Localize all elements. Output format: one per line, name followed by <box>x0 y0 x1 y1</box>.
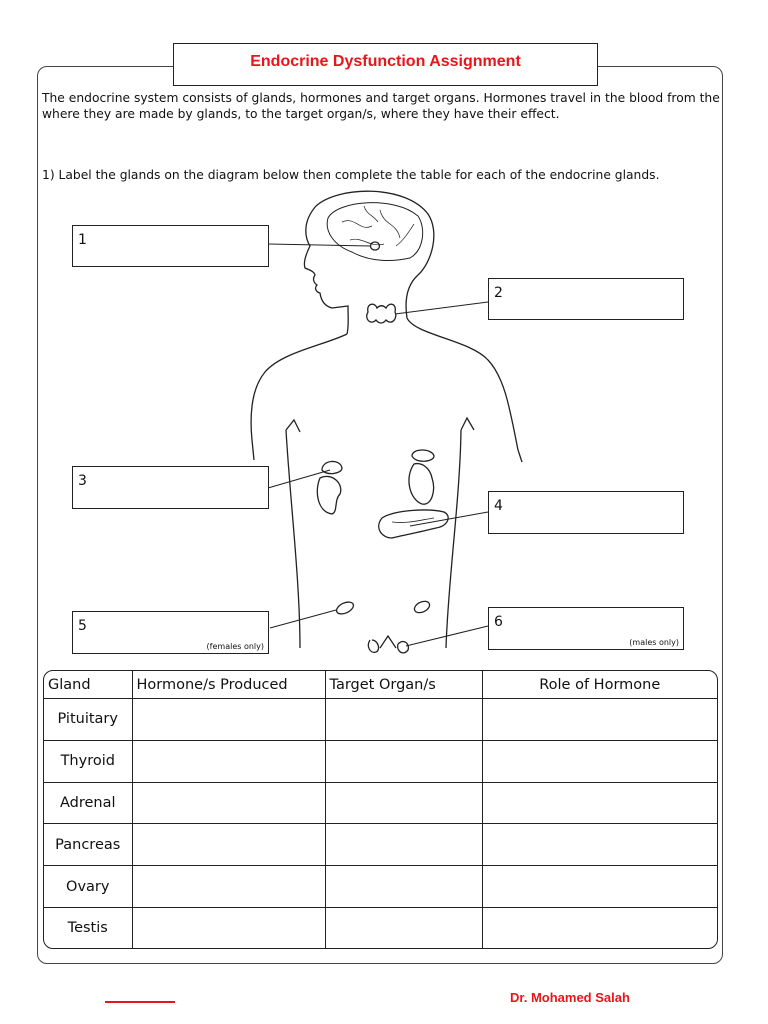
label-box-2[interactable] <box>488 278 684 320</box>
label-number: 2 <box>494 285 503 301</box>
page-title: Endocrine Dysfunction Assignment <box>250 53 521 70</box>
gland-name: Thyroid <box>44 740 132 782</box>
header-gland: Gland <box>44 671 132 699</box>
header-hormones: Hormone/s Produced <box>132 671 325 699</box>
pancreas-icon <box>379 510 448 538</box>
label-box-4[interactable] <box>488 491 684 534</box>
label-number: 6 <box>494 614 503 630</box>
brain-icon <box>327 203 423 261</box>
label-note: (females only) <box>206 642 264 651</box>
right-ovary-icon <box>413 599 432 615</box>
gland-name: Pancreas <box>44 824 132 866</box>
intro-text: The endocrine system consists of glands, hormones and target organs. Hormones travel in the blood from the where they are made by glands, to the target organ/s, where they have their effect. <box>42 91 720 121</box>
gland-name: Adrenal <box>44 782 132 824</box>
author-name: Dr. Mohamed Salah <box>510 990 630 1005</box>
title-box <box>173 43 598 86</box>
question-text: 1) Label the glands on the diagram below then complete the table for each of the endocrine glands. <box>42 168 660 182</box>
gland-name: Testis <box>44 907 132 948</box>
head-outline <box>304 191 433 334</box>
right-kidney-icon <box>409 464 434 505</box>
label-number: 1 <box>78 232 87 248</box>
header-target-organs: Target Organ/s <box>325 671 482 699</box>
label-box-3[interactable] <box>72 466 269 509</box>
gland-name: Pituitary <box>44 699 132 741</box>
label-number: 5 <box>78 618 87 634</box>
label-box-5[interactable] <box>72 611 269 654</box>
left-ovary-icon <box>335 600 356 617</box>
thyroid-icon <box>367 304 396 323</box>
label-note: (males only) <box>629 638 679 647</box>
header-role: Role of Hormone <box>482 671 717 699</box>
torso-outline <box>251 318 522 462</box>
testis-icon <box>368 636 408 653</box>
label-box-1[interactable] <box>72 225 269 267</box>
label-box-6[interactable] <box>488 607 684 650</box>
pituitary-icon <box>371 242 380 250</box>
label-number: 4 <box>494 498 503 514</box>
right-adrenal-icon <box>412 450 434 461</box>
left-kidney-icon <box>317 476 340 514</box>
label-number: 3 <box>78 473 87 489</box>
gland-name: Ovary <box>44 866 132 908</box>
